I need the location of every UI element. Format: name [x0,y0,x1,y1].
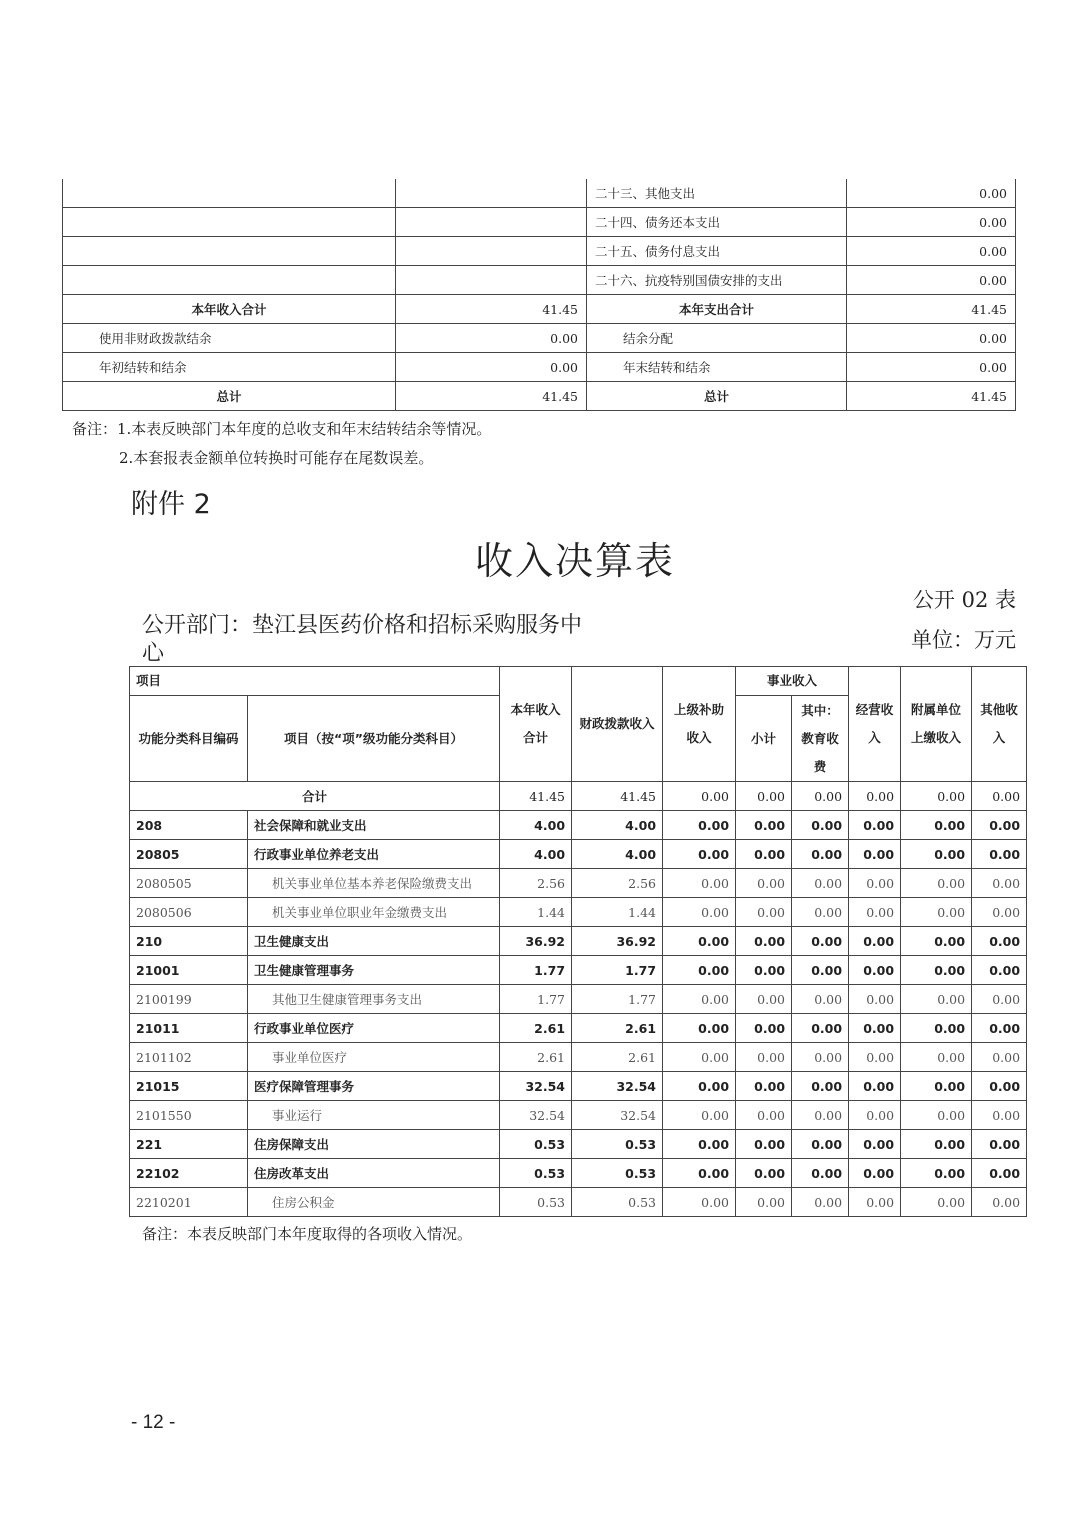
value-cell: 32.54 [500,1101,572,1130]
value-cell: 0.00 [736,840,792,869]
table-row [130,898,1027,927]
income-value-cell [396,237,587,266]
item-name-cell: 机关事业单位基本养老保险缴费支出 [248,869,500,898]
value-cell: 0.00 [663,811,736,840]
value-cell: 0.53 [500,1188,572,1217]
item-name-cell: 住房保障支出 [248,1130,500,1159]
value-cell: 0.00 [972,840,1027,869]
value-cell: 0.53 [572,1159,663,1188]
value-cell: 0.00 [792,1159,849,1188]
value-cell: 0.00 [972,985,1027,1014]
header-affiliated-income: 附属单位上缴收入 [901,667,972,782]
table-row [130,1043,1027,1072]
value-cell: 0.00 [736,927,792,956]
value-cell: 1.44 [572,898,663,927]
value-cell: 32.54 [500,1072,572,1101]
function-code-cell: 2210201 [130,1188,248,1217]
income-table-body [130,782,1027,1217]
value-cell: 32.54 [572,1072,663,1101]
income-value-cell: 0.00 [396,353,587,382]
income-value-cell [396,266,587,295]
value-cell: 0.00 [663,1043,736,1072]
value-cell: 4.00 [500,811,572,840]
value-cell: 2.56 [500,869,572,898]
expense-item-cell: 年末结转和结余 [587,353,847,382]
expense-value-cell: 0.00 [847,208,1016,237]
expense-total-value: 41.45 [847,295,1016,324]
value-cell: 0.53 [500,1130,572,1159]
value-cell: 2.61 [572,1043,663,1072]
value-cell: 0.00 [792,927,849,956]
value-cell: 0.00 [792,1130,849,1159]
value-cell: 0.00 [972,782,1027,811]
table-row [130,927,1027,956]
table-row [130,1014,1027,1043]
value-cell: 0.00 [792,1043,849,1072]
value-cell: 0.00 [849,956,901,985]
function-code-cell: 221 [130,1130,248,1159]
value-cell: 0.00 [736,1188,792,1217]
value-cell: 4.00 [572,811,663,840]
income-total-value: 41.45 [396,295,587,324]
item-name-cell: 事业单位医疗 [248,1043,500,1072]
value-cell: 0.00 [792,1188,849,1217]
value-cell: 0.00 [972,927,1027,956]
expense-item-cell: 二十五、债务付息支出 [587,237,847,266]
income-item-cell [63,237,396,266]
income-item-cell [63,208,396,237]
value-cell: 0.00 [736,811,792,840]
value-cell: 0.00 [736,1159,792,1188]
header-other-income: 其他收入 [972,667,1027,782]
value-cell: 0.00 [736,869,792,898]
table-row [130,1130,1027,1159]
income-final-accounts-table [129,666,1027,1217]
value-cell: 41.45 [572,782,663,811]
value-cell: 0.53 [572,1130,663,1159]
value-cell: 0.00 [792,811,849,840]
table-row [63,324,1016,353]
value-cell: 0.00 [901,782,972,811]
value-cell: 0.00 [792,898,849,927]
income-value-cell: 0.00 [396,324,587,353]
item-name-cell: 卫生健康管理事务 [248,956,500,985]
value-cell: 0.00 [792,869,849,898]
value-cell: 0.00 [792,1072,849,1101]
table-row [130,956,1027,985]
item-name-cell: 住房公积金 [248,1188,500,1217]
value-cell: 0.00 [849,1101,901,1130]
attachment-label: 附件 2 [131,489,211,520]
header-item-name: 项目（按“项”级功能分类科目） [248,696,500,782]
value-cell: 0.00 [972,898,1027,927]
value-cell: 4.00 [572,840,663,869]
value-cell: 0.00 [901,985,972,1014]
value-cell: 0.00 [663,1159,736,1188]
value-cell: 0.00 [736,782,792,811]
value-cell: 0.00 [849,927,901,956]
department-name-continued: 心 [142,641,165,666]
value-cell: 0.00 [849,840,901,869]
expense-value-cell: 0.00 [847,324,1016,353]
value-cell: 1.77 [500,956,572,985]
table-note: 备注：本表反映部门本年度取得的各项收入情况。 [142,1225,473,1243]
table-row [130,985,1027,1014]
value-cell: 0.00 [972,1072,1027,1101]
value-cell: 0.00 [663,782,736,811]
table-row [63,237,1016,266]
table-row-total [130,782,1027,811]
function-code-cell: 2100199 [130,985,248,1014]
header-superior-subsidy: 上级补助收入 [663,667,736,782]
income-expense-summary-table [62,179,1016,411]
function-code-cell: 21015 [130,1072,248,1101]
value-cell: 0.00 [736,1072,792,1101]
page-title: 收入决算表 [474,539,675,583]
expense-total-label: 本年支出合计 [587,295,847,324]
grand-total-label: 总计 [63,382,396,411]
value-cell: 0.00 [663,927,736,956]
value-cell: 0.00 [901,898,972,927]
value-cell: 0.00 [663,1130,736,1159]
value-cell: 0.00 [792,956,849,985]
value-cell: 0.00 [901,1188,972,1217]
value-cell: 1.44 [500,898,572,927]
value-cell: 0.00 [792,840,849,869]
value-cell: 0.00 [736,1101,792,1130]
expense-value-cell: 0.00 [847,266,1016,295]
value-cell: 0.00 [901,1014,972,1043]
value-cell: 4.00 [500,840,572,869]
value-cell: 0.00 [901,1159,972,1188]
header-fiscal-allocation: 财政拨款收入 [572,667,663,782]
value-cell: 0.00 [849,985,901,1014]
value-cell: 0.00 [663,1188,736,1217]
value-cell: 0.00 [849,1014,901,1043]
table-row-grand-total [63,382,1016,411]
note-line-1: 备注：1.本表反映部门本年度的总收支和年末结转结余等情况。 [72,420,492,438]
value-cell: 0.00 [901,1072,972,1101]
grand-total-label: 总计 [587,382,847,411]
function-code-cell: 2101102 [130,1043,248,1072]
value-cell: 0.00 [849,811,901,840]
value-cell: 0.00 [736,985,792,1014]
value-cell: 0.00 [901,1043,972,1072]
value-cell: 0.00 [972,956,1027,985]
value-cell: 0.53 [572,1188,663,1217]
header-operating-income: 经营收入 [849,667,901,782]
table-row [130,811,1027,840]
value-cell: 36.92 [572,927,663,956]
value-cell: 0.00 [972,811,1027,840]
grand-total-value: 41.45 [847,382,1016,411]
function-code-cell: 20805 [130,840,248,869]
value-cell: 0.00 [736,956,792,985]
income-item-cell [63,266,396,295]
function-code-cell: 2080505 [130,869,248,898]
expense-value-cell: 0.00 [847,353,1016,382]
function-code-cell: 208 [130,811,248,840]
value-cell: 0.00 [972,1014,1027,1043]
value-cell: 0.00 [901,869,972,898]
value-cell: 0.53 [500,1159,572,1188]
value-cell: 0.00 [849,1072,901,1101]
function-code-cell: 210 [130,927,248,956]
value-cell: 0.00 [901,927,972,956]
header-function-code: 功能分类科目编码 [130,696,248,782]
item-name-cell: 其他卫生健康管理事务支出 [248,985,500,1014]
value-cell: 0.00 [901,840,972,869]
function-code-cell: 22102 [130,1159,248,1188]
value-cell: 0.00 [849,1188,901,1217]
department-name: 公开部门：垫江县医药价格和招标采购服务中 [142,613,583,638]
table-row [63,179,1016,208]
value-cell: 0.00 [663,1072,736,1101]
value-cell: 0.00 [972,1130,1027,1159]
value-cell: 0.00 [849,898,901,927]
value-cell: 0.00 [663,985,736,1014]
value-cell: 0.00 [972,1159,1027,1188]
value-cell: 36.92 [500,927,572,956]
expense-value-cell: 0.00 [847,237,1016,266]
item-name-cell: 事业运行 [248,1101,500,1130]
value-cell: 0.00 [663,956,736,985]
function-code-cell: 2080506 [130,898,248,927]
table-row [130,1101,1027,1130]
table-row-year-totals [63,295,1016,324]
item-name-cell: 行政事业单位医疗 [248,1014,500,1043]
header-project: 项目 [130,667,500,696]
value-cell: 0.00 [736,1130,792,1159]
unit-label: 单位：万元 [911,628,1016,652]
value-cell: 2.61 [500,1043,572,1072]
value-cell: 0.00 [972,869,1027,898]
value-cell: 0.00 [792,985,849,1014]
expense-item-cell: 二十六、抗疫特别国债安排的支出 [587,266,847,295]
value-cell: 0.00 [663,1014,736,1043]
header-business-income: 事业收入 [736,667,849,696]
function-code-cell: 2101550 [130,1101,248,1130]
header-education-fees: 其中：教育收费 [792,696,849,782]
item-name-cell: 机关事业单位职业年金缴费支出 [248,898,500,927]
value-cell: 0.00 [901,811,972,840]
table-row [130,1159,1027,1188]
value-cell: 0.00 [849,869,901,898]
table-row [63,208,1016,237]
item-name-cell: 卫生健康支出 [248,927,500,956]
table-row [130,1188,1027,1217]
grand-total-value: 41.45 [396,382,587,411]
value-cell: 0.00 [849,1159,901,1188]
table-row [63,266,1016,295]
income-item-cell [63,179,396,208]
table-header-row [130,667,1027,696]
value-cell: 0.00 [663,1101,736,1130]
income-total-label: 本年收入合计 [63,295,396,324]
item-name-cell: 行政事业单位养老支出 [248,840,500,869]
value-cell: 41.45 [500,782,572,811]
income-value-cell [396,179,587,208]
total-label: 合计 [130,782,500,811]
table-row [130,1072,1027,1101]
header-total-income: 本年收入合计 [500,667,572,782]
value-cell: 0.00 [792,1101,849,1130]
department-block [142,612,582,668]
value-cell: 1.77 [572,985,663,1014]
function-code-cell: 21001 [130,956,248,985]
item-name-cell: 社会保障和就业支出 [248,811,500,840]
table-row [130,840,1027,869]
value-cell: 0.00 [901,956,972,985]
function-code-cell: 21011 [130,1014,248,1043]
table-row [63,353,1016,382]
value-cell: 0.00 [663,840,736,869]
value-cell: 0.00 [663,898,736,927]
value-cell: 1.77 [572,956,663,985]
income-value-cell [396,208,587,237]
value-cell: 2.61 [572,1014,663,1043]
value-cell: 0.00 [736,1014,792,1043]
summary-table-body [63,179,1016,411]
item-name-cell: 住房改革支出 [248,1159,500,1188]
value-cell: 2.56 [572,869,663,898]
value-cell: 0.00 [972,1043,1027,1072]
value-cell: 0.00 [736,1043,792,1072]
value-cell: 0.00 [849,782,901,811]
value-cell: 1.77 [500,985,572,1014]
header-subtotal: 小计 [736,696,792,782]
expense-item-cell: 二十四、债务还本支出 [587,208,847,237]
value-cell: 0.00 [792,782,849,811]
table-row [130,869,1027,898]
value-cell: 0.00 [849,1043,901,1072]
income-item-cell: 年初结转和结余 [63,353,396,382]
value-cell: 0.00 [972,1101,1027,1130]
value-cell: 0.00 [663,869,736,898]
note-line-2: 2.本套报表金额单位转换时可能存在尾数误差。 [119,449,434,467]
expense-item-cell: 二十三、其他支出 [587,179,847,208]
income-item-cell: 使用非财政拨款结余 [63,324,396,353]
value-cell: 32.54 [572,1101,663,1130]
value-cell: 0.00 [972,1188,1027,1217]
value-cell: 0.00 [901,1101,972,1130]
expense-item-cell: 结余分配 [587,324,847,353]
value-cell: 0.00 [736,898,792,927]
value-cell: 0.00 [849,1130,901,1159]
item-name-cell: 医疗保障管理事务 [248,1072,500,1101]
value-cell: 2.61 [500,1014,572,1043]
expense-value-cell: 0.00 [847,179,1016,208]
value-cell: 0.00 [901,1130,972,1159]
value-cell: 0.00 [792,1014,849,1043]
page-number: - 12 - [131,1412,176,1433]
form-number: 公开 02 表 [912,588,1016,612]
